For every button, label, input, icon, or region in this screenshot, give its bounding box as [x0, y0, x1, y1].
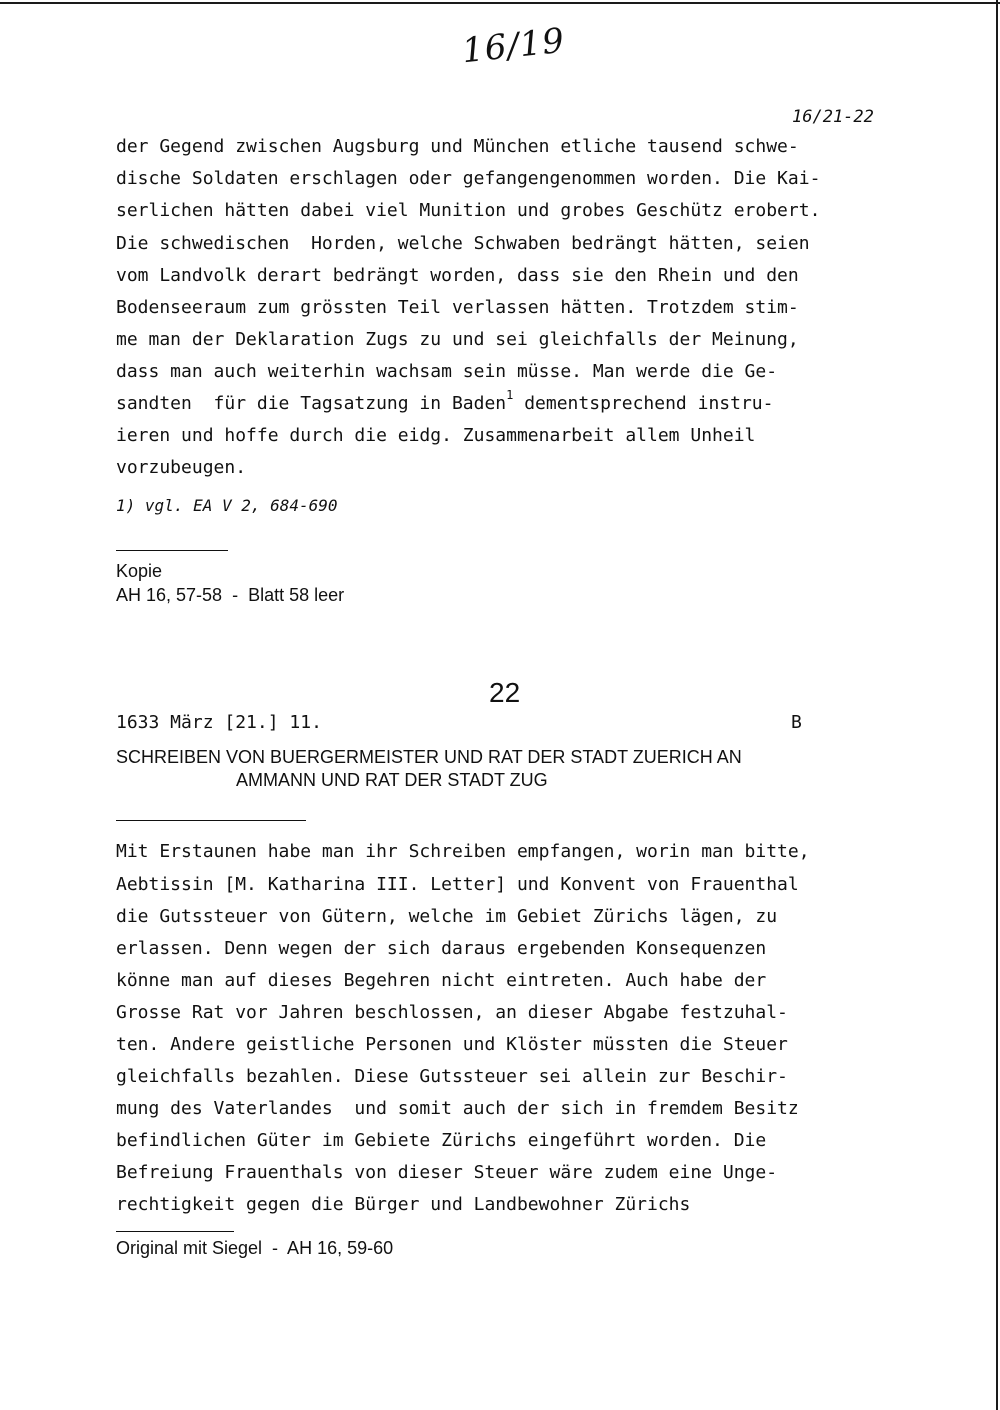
text-line: könne man auf dieses Begehren nicht eintreten. Auch habe der: [116, 970, 767, 991]
text-line: Grosse Rat vor Jahren beschlossen, an dieser Abgabe festzuhal-: [116, 1002, 788, 1023]
text-line: Befreiung Frauenthals von dieser Steuer wäre zudem eine Unge-: [116, 1162, 778, 1183]
text-line: der Gegend zwischen Augsburg und München etliche tausend schwe-: [116, 136, 799, 157]
separator-rule: [116, 550, 228, 551]
page-reference: 16/21-22: [792, 107, 874, 127]
text-line: me man der Deklaration Zugs zu und sei gleichfalls der Meinung,: [116, 329, 799, 350]
text-line: gleichfalls bezahlen. Diese Gutssteuer sei allein zur Beschir-: [116, 1066, 788, 1087]
document-date: 1633 März [21.] 11.: [116, 712, 322, 733]
text-line: ieren und hoffe durch die eidg. Zusammenarbeit allem Unheil: [116, 425, 756, 446]
document-title-line2: AMMANN UND RAT DER STADT ZUG: [236, 770, 548, 790]
separator-rule: [116, 820, 306, 821]
text-segment: dementsprechend instru-: [513, 393, 774, 414]
text-line: serlichen hätten dabei viel Munition und grobes Geschütz erobert.: [116, 200, 821, 221]
text-line: vom Landvolk derart bedrängt worden, dass sie den Rhein und den: [116, 265, 799, 286]
text-line: ten. Andere geistliche Personen und Klöster müssten die Steuer: [116, 1034, 788, 1055]
text-line: rechtigkeit gegen die Bürger und Landbewohner Zürichs: [116, 1194, 691, 1215]
separator-rule: [116, 1231, 234, 1232]
text-line: erlassen. Denn wegen der sich daraus ergebenden Konsequenzen: [116, 938, 767, 959]
archive-number-handwritten: 16/19: [460, 20, 567, 72]
document-title-line1: SCHREIBEN VON BUERGERMEISTER UND RAT DER STADT ZUERICH AN: [116, 747, 742, 767]
document-type: B: [791, 712, 802, 733]
text-line: dass man auch weiterhin wachsam sein müsse. Man werde die Ge-: [116, 361, 778, 382]
text-line: Bodenseeraum zum grössten Teil verlassen hätten. Trotzdem stim-: [116, 297, 799, 318]
text-line: die Gutssteuer von Gütern, welche im Gebiet Zürichs lägen, zu: [116, 906, 778, 927]
scan-edge-top: [0, 2, 1000, 4]
text-line: vorzubeugen.: [116, 457, 247, 478]
footnote-marker: 1: [506, 388, 514, 402]
text-line-with-footnote: [116, 388, 774, 414]
text-line: dische Soldaten erschlagen oder gefangengenommen worden. Die Kai-: [116, 168, 821, 189]
copy-reference: AH 16, 57-58 - Blatt 58 leer: [116, 585, 345, 605]
text-line: befindlichen Güter im Gebiete Zürichs eingeführt worden. Die: [116, 1130, 767, 1151]
text-segment: sandten für die Tagsatzung in Baden: [116, 393, 507, 414]
text-line: Mit Erstaunen habe man ihr Schreiben empfangen, worin man bitte,: [116, 841, 810, 862]
scan-edge-right: [996, 0, 998, 1410]
text-line: mung des Vaterlandes und somit auch der sich in fremdem Besitz: [116, 1098, 799, 1119]
text-line: Die schwedischen Horden, welche Schwaben bedrängt hätten, seien: [116, 233, 810, 254]
original-reference: Original mit Siegel - AH 16, 59-60: [116, 1238, 394, 1258]
document-number: 22: [489, 677, 521, 708]
footnote: 1) vgl. EA V 2, 684-690: [116, 496, 338, 515]
copy-label: Kopie: [116, 561, 163, 581]
text-line: Aebtissin [M. Katharina III. Letter] und Konvent von Frauenthal: [116, 874, 799, 895]
